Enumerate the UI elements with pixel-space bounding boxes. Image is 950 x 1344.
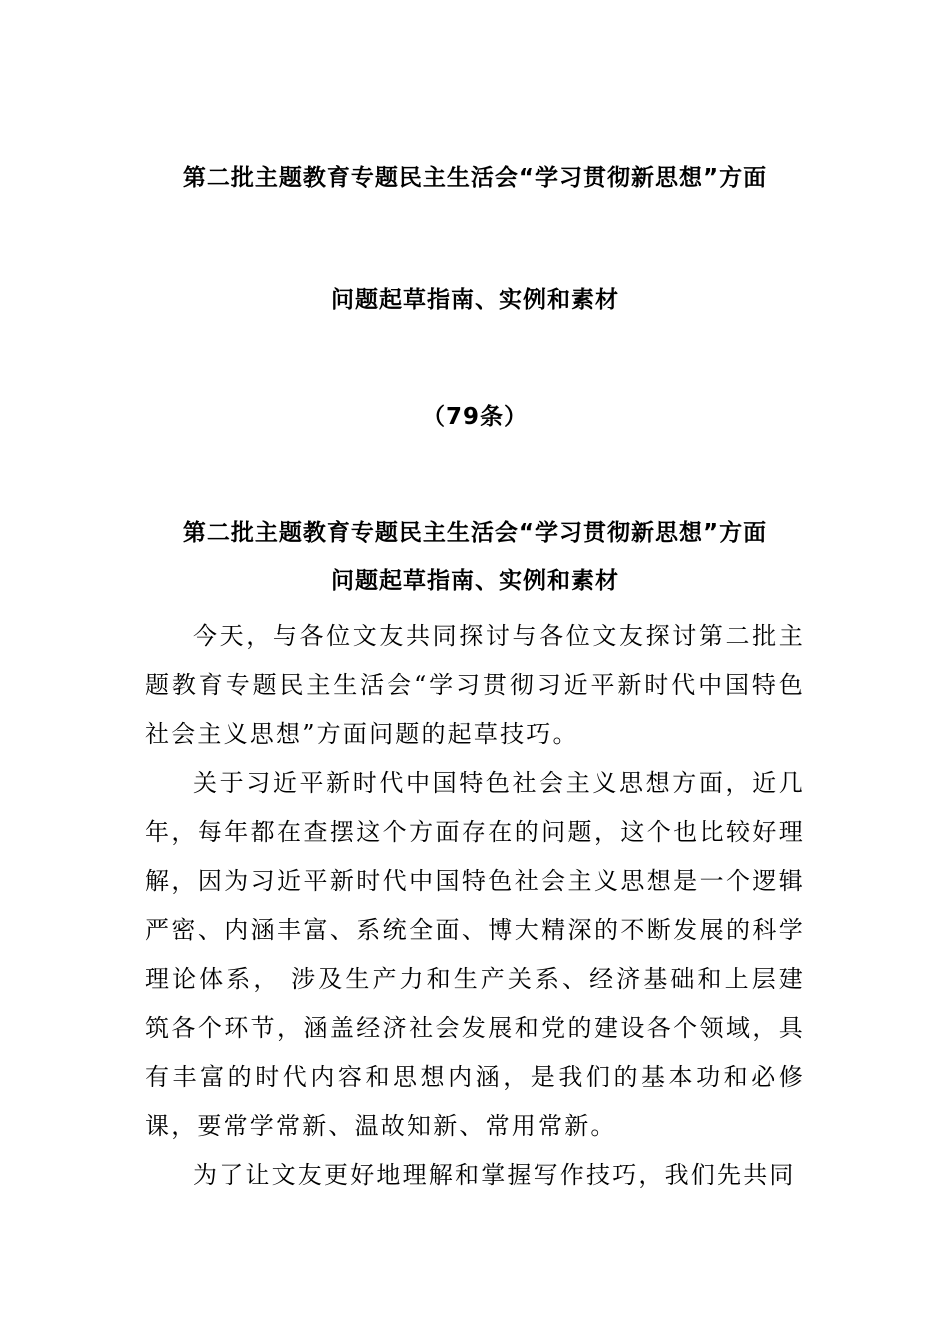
body-paragraph: 关于习近平新时代中国特色社会主义思想方面，近几年，每年都在查摆这个方面存在的问题，这个也比较好理解，因为习近平新时代中国特色社会主义思想是一个逻辑严密、内涵丰富、系统全面、博大精深的不断发展的科学理论体系， 涉及生产力和生产关系、经济基础和上层建筑各个环节，涵盖经济社会发展和党的建设各个领域，具有丰富的时代内容和思想内涵，是我们的基本功和必修课，要常学常新、温故知新、常用常新。 <box>145 769 805 1140</box>
cover-item-count: （79条） <box>421 404 528 430</box>
cover-title-line2: 问题起草指南、实例和素材 <box>331 287 619 313</box>
body-paragraph: 为了让文友更好地理解和掌握写作技巧，我们先共同 <box>193 1161 796 1189</box>
document-body <box>145 612 805 1200</box>
cover-title-line1: 第二批主题教育专题民主生活会“学习贯彻新思想”方面 <box>182 165 768 191</box>
document-heading-line1: 第二批主题教育专题民主生活会“学习贯彻新思想”方面 <box>182 520 768 546</box>
document-heading-line2: 问题起草指南、实例和素材 <box>331 568 619 594</box>
body-paragraph: 今天，与各位文友共同探讨与各位文友探讨第二批主题教育专题民主生活会“学习贯彻习近平新时代中国特色社会主义思想”方面问题的起草技巧。 <box>145 622 805 748</box>
